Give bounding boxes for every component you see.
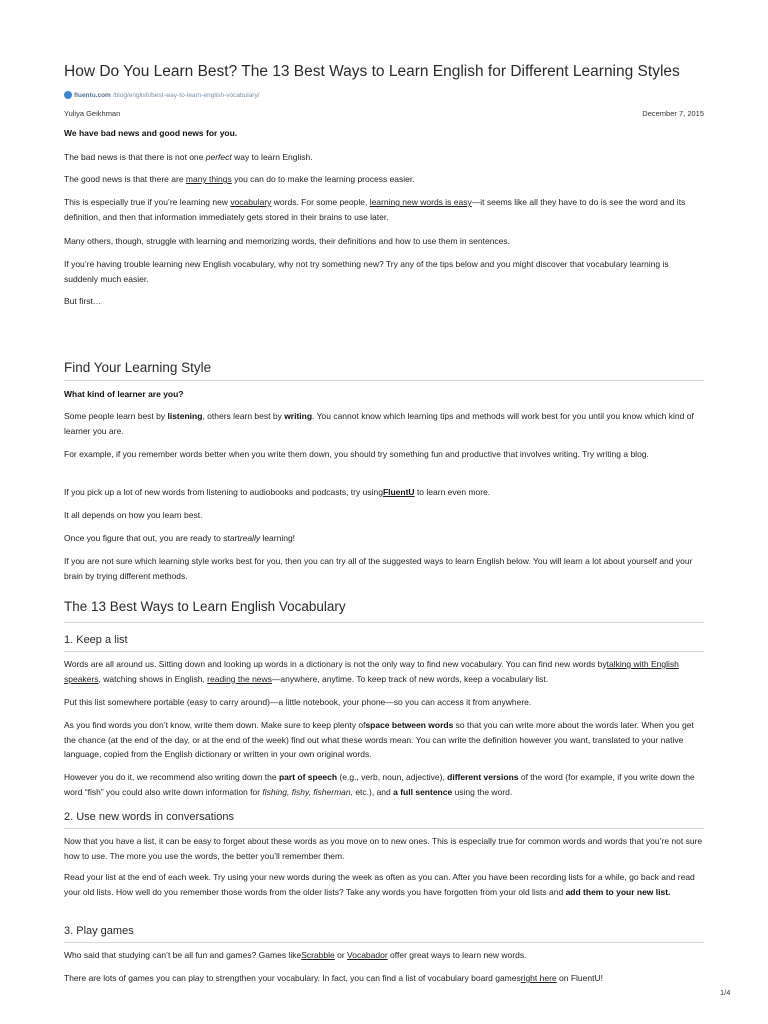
byline xyxy=(64,109,704,118)
intro-paragraph-4: Many others, though, struggle with learning and memorizing words, their definitions and how to use them in sentences. xyxy=(64,236,511,246)
style-lead-text: What kind of learner are you? xyxy=(64,389,184,399)
keep-list-paragraph-4: However you do it, we recommend also writing down the part of speech (e.g., verb, noun, adjective), different versions of the word (for example, if you write down the word “fish” you could also write down information for fishing, fishy, fisherman, etc.), and a full sentence using the word. xyxy=(64,772,695,797)
keep-list-paragraph-2: Put this list somewhere portable (easy to carry around)—a little notebook, your phone—so you can access it from anywhere. xyxy=(64,697,532,707)
source-path: /blog/english/best-way-to-learn-english-vocabulary/ xyxy=(112,91,260,99)
conversations-paragraph-1: Now that you have a list, it can be easy to forget about these words as you move on to new ones. This is especially true for common words and words that you’re not sure how to use. The more you use the words, the better you’ll remember them. xyxy=(64,836,703,861)
divider xyxy=(64,380,704,381)
style-paragraph-5: Once you figure that out, you are ready to startreally learning! xyxy=(64,533,296,543)
many-things-link[interactable]: many things xyxy=(185,174,232,184)
divider xyxy=(64,651,704,652)
heading-play-games: 3. Play games xyxy=(64,925,134,937)
source-url[interactable] xyxy=(64,91,260,99)
source-domain: fluentu.com xyxy=(74,91,111,99)
intro-lead-text: We have bad news and good news for you. xyxy=(64,128,238,138)
fluentu-link[interactable]: FluentU xyxy=(382,487,415,497)
style-paragraph-2: For example, if you remember words better when you write them down, you should try something fun and productive that involves writing. Try writing a blog. xyxy=(64,449,649,459)
vocabulary-link[interactable]: vocabulary xyxy=(230,197,272,207)
games-paragraph-1: Who said that studying can’t be all fun and games? Games likeScrabble or Vocabador offer great ways to learn new words. xyxy=(64,950,527,960)
style-lead xyxy=(64,387,704,402)
games-paragraph-2: There are lots of games you can play to strengthen your vocabulary. In fact, you can find a list of vocabulary board gamesright here on FluentU! xyxy=(64,973,603,983)
divider xyxy=(64,942,704,943)
intro-paragraph-6: But first… xyxy=(64,296,102,306)
style-paragraph-3: If you pick up a lot of new words from listening to audiobooks and podcasts, try usingFluentU to learn even more. xyxy=(64,487,491,497)
heading-13-best-ways: The 13 Best Ways to Learn English Vocabulary xyxy=(64,599,346,614)
article-title: How Do You Learn Best? The 13 Best Ways to Learn English for Different Learning Styles xyxy=(64,63,680,80)
heading-learning-style: Find Your Learning Style xyxy=(64,360,212,375)
intro-paragraph-2: The good news is that there are many things you can do to make the learning process easier. xyxy=(64,174,415,184)
scrabble-link[interactable]: Scrabble xyxy=(301,950,335,960)
style-paragraph-4: It all depends on how you learn best. xyxy=(64,510,203,520)
intro-lead xyxy=(64,126,704,141)
divider xyxy=(64,828,704,829)
author: Yuliya Geikhman xyxy=(64,109,121,118)
style-paragraph-6: If you are not sure which learning style works best for you, then you can try all of the suggested ways to learn English below. You will learn a lot about yourself and your brain by trying different methods. xyxy=(64,556,693,581)
heading-use-new-words: 2. Use new words in conversations xyxy=(64,811,234,823)
divider xyxy=(64,622,704,623)
page-number: 1/4 xyxy=(720,988,731,997)
conversations-paragraph-2: Read your list at the end of each week. Try using your new words during the week as often as you can. After you have been recording lists for a while, go back and read your old lists. How well do you remember those words from the older lists? Take any words you have forgotten from your old lists and add them to your new list. xyxy=(64,872,695,897)
style-paragraph-1: Some people learn best by listening, others learn best by writing. You cannot know which learning tips and methods will work best for you until you know which kind of learner you are. xyxy=(64,411,694,436)
intro-paragraph-1: The bad news is that there is not one perfect way to learn English. xyxy=(64,152,313,162)
fluentu-logo-icon xyxy=(64,91,72,99)
reading-the-news-link[interactable]: reading the news xyxy=(207,673,272,684)
publish-date: December 7, 2015 xyxy=(642,109,704,118)
keep-list-paragraph-1: Words are all around us. Sitting down and looking up words in a dictionary is not the only way to find new vocabulary. You can find new words bytalking with English speakers, watching shows in English, reading the news—anywhere, anytime. To keep track of new words, keep a vocabulary list. xyxy=(64,659,679,684)
intro-paragraph-3: This is especially true if you’re learning new vocabulary words. For some people, learning new words is easy—it seems like all they have to do is see the word and its definition, and then that information immediately gets stored in their brains to use later. xyxy=(64,197,686,222)
heading-keep-a-list: 1. Keep a list xyxy=(64,634,128,646)
talking-with-english-speakers-link[interactable]: talking with English speakers xyxy=(64,659,679,684)
right-here-link[interactable]: right here xyxy=(520,973,557,983)
intro-paragraph-5: If you’re having trouble learning new English vocabulary, why not try something new? Try any of the tips below and you might discover that vocabulary learning is suddenly much easier. xyxy=(64,259,669,284)
keep-list-paragraph-3: As you find words you don’t know, write them down. Make sure to keep plenty ofspace between words so that you can write more about the words later. When you get the chance (at the end of the day, or at the end of the week) find out what these words mean. You can write the definition however you want, translated to your native language, copied from the English dictionary or written in your own original words. xyxy=(64,720,694,760)
vocabador-link[interactable]: Vocabador xyxy=(347,950,388,960)
learning-new-words-link[interactable]: learning new words is easy xyxy=(369,197,472,207)
